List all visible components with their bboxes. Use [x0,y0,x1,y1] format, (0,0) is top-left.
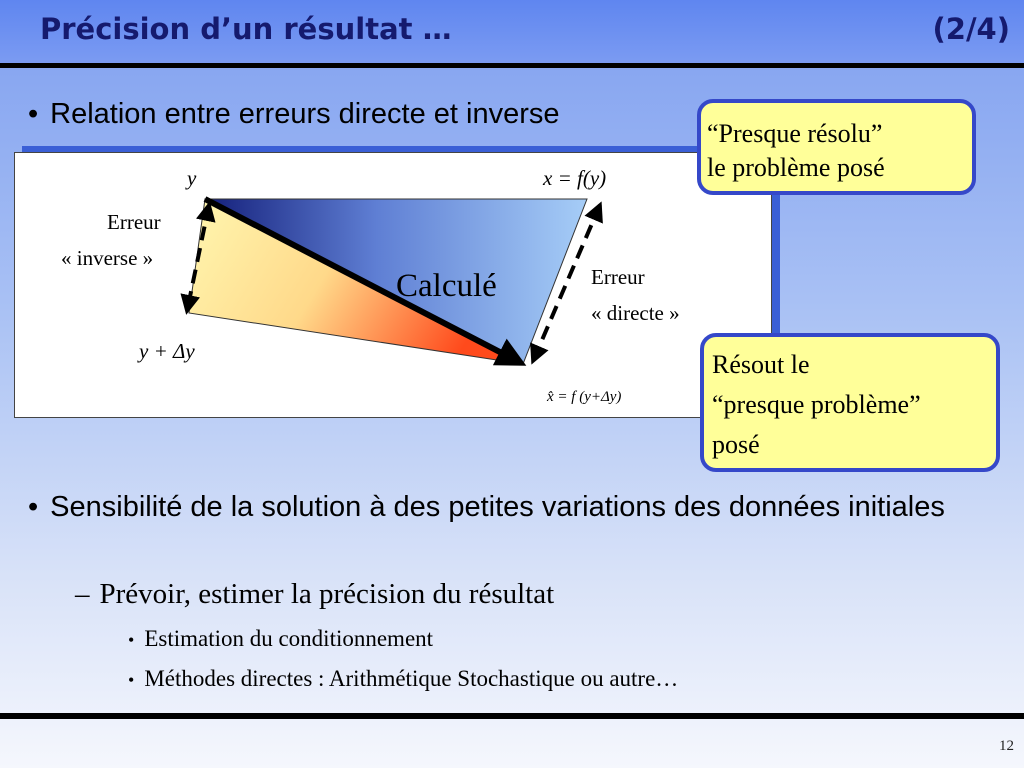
subsub-bullet-marker: • [128,630,135,650]
top-divider [0,63,1024,68]
bullet-text: Sensibilité de la solution à des petites variations des données initiales [50,491,945,523]
sub-bullet-prevoir [75,578,554,611]
callout-line: posé [712,430,760,459]
label-y: y [187,166,197,190]
subsub-bullet-text: Estimation du conditionnement [144,626,434,651]
bullet-sensibilite [28,486,1008,528]
label-y-plus-delta-y: y + Δy [139,339,195,363]
label-erreur-inverse-2: « inverse » [61,246,154,270]
callout-line: le problème posé [707,153,885,182]
callout-presque-resolu [697,99,976,195]
callout-line: Résout le [712,350,810,379]
sub-bullet-text: Prévoir, estimer la précision du résultat [99,578,555,610]
error-diagram [14,152,772,418]
slide-title: Précision d’un résultat … [40,12,452,46]
label-x-hat: x̂ = f (y+Δy) [547,389,622,405]
subsub-bullet-conditionnement [128,626,433,652]
sub-bullet-marker: – [75,578,90,610]
subsub-bullet-methodes [128,666,678,692]
bullet-marker: • [28,98,39,130]
subsub-bullet-marker: • [128,670,135,690]
bullet-text: Relation entre erreurs directe et inverse [50,98,560,130]
label-x-equals-f-y: x = f(y) [543,166,607,190]
callout-line: “Presque résolu” [707,119,883,148]
subsub-bullet-text: Méthodes directes : Arithmétique Stochastique ou autre… [144,666,679,691]
diagram-canvas [15,153,771,417]
bottom-divider [0,713,1024,719]
label-erreur-directe-2: « directe » [591,301,680,325]
bullet-marker: • [28,491,39,523]
label-calcule: Calculé [396,268,497,304]
bullet-relation [28,98,560,131]
page-number: 12 [999,738,1014,754]
label-erreur-directe-1: Erreur [591,265,645,289]
slide-counter: (2/4) [932,12,1010,46]
callout-line: “presque problème” [712,390,921,419]
label-erreur-inverse-1: Erreur [107,210,161,234]
callout-presque-probleme [700,333,1000,472]
